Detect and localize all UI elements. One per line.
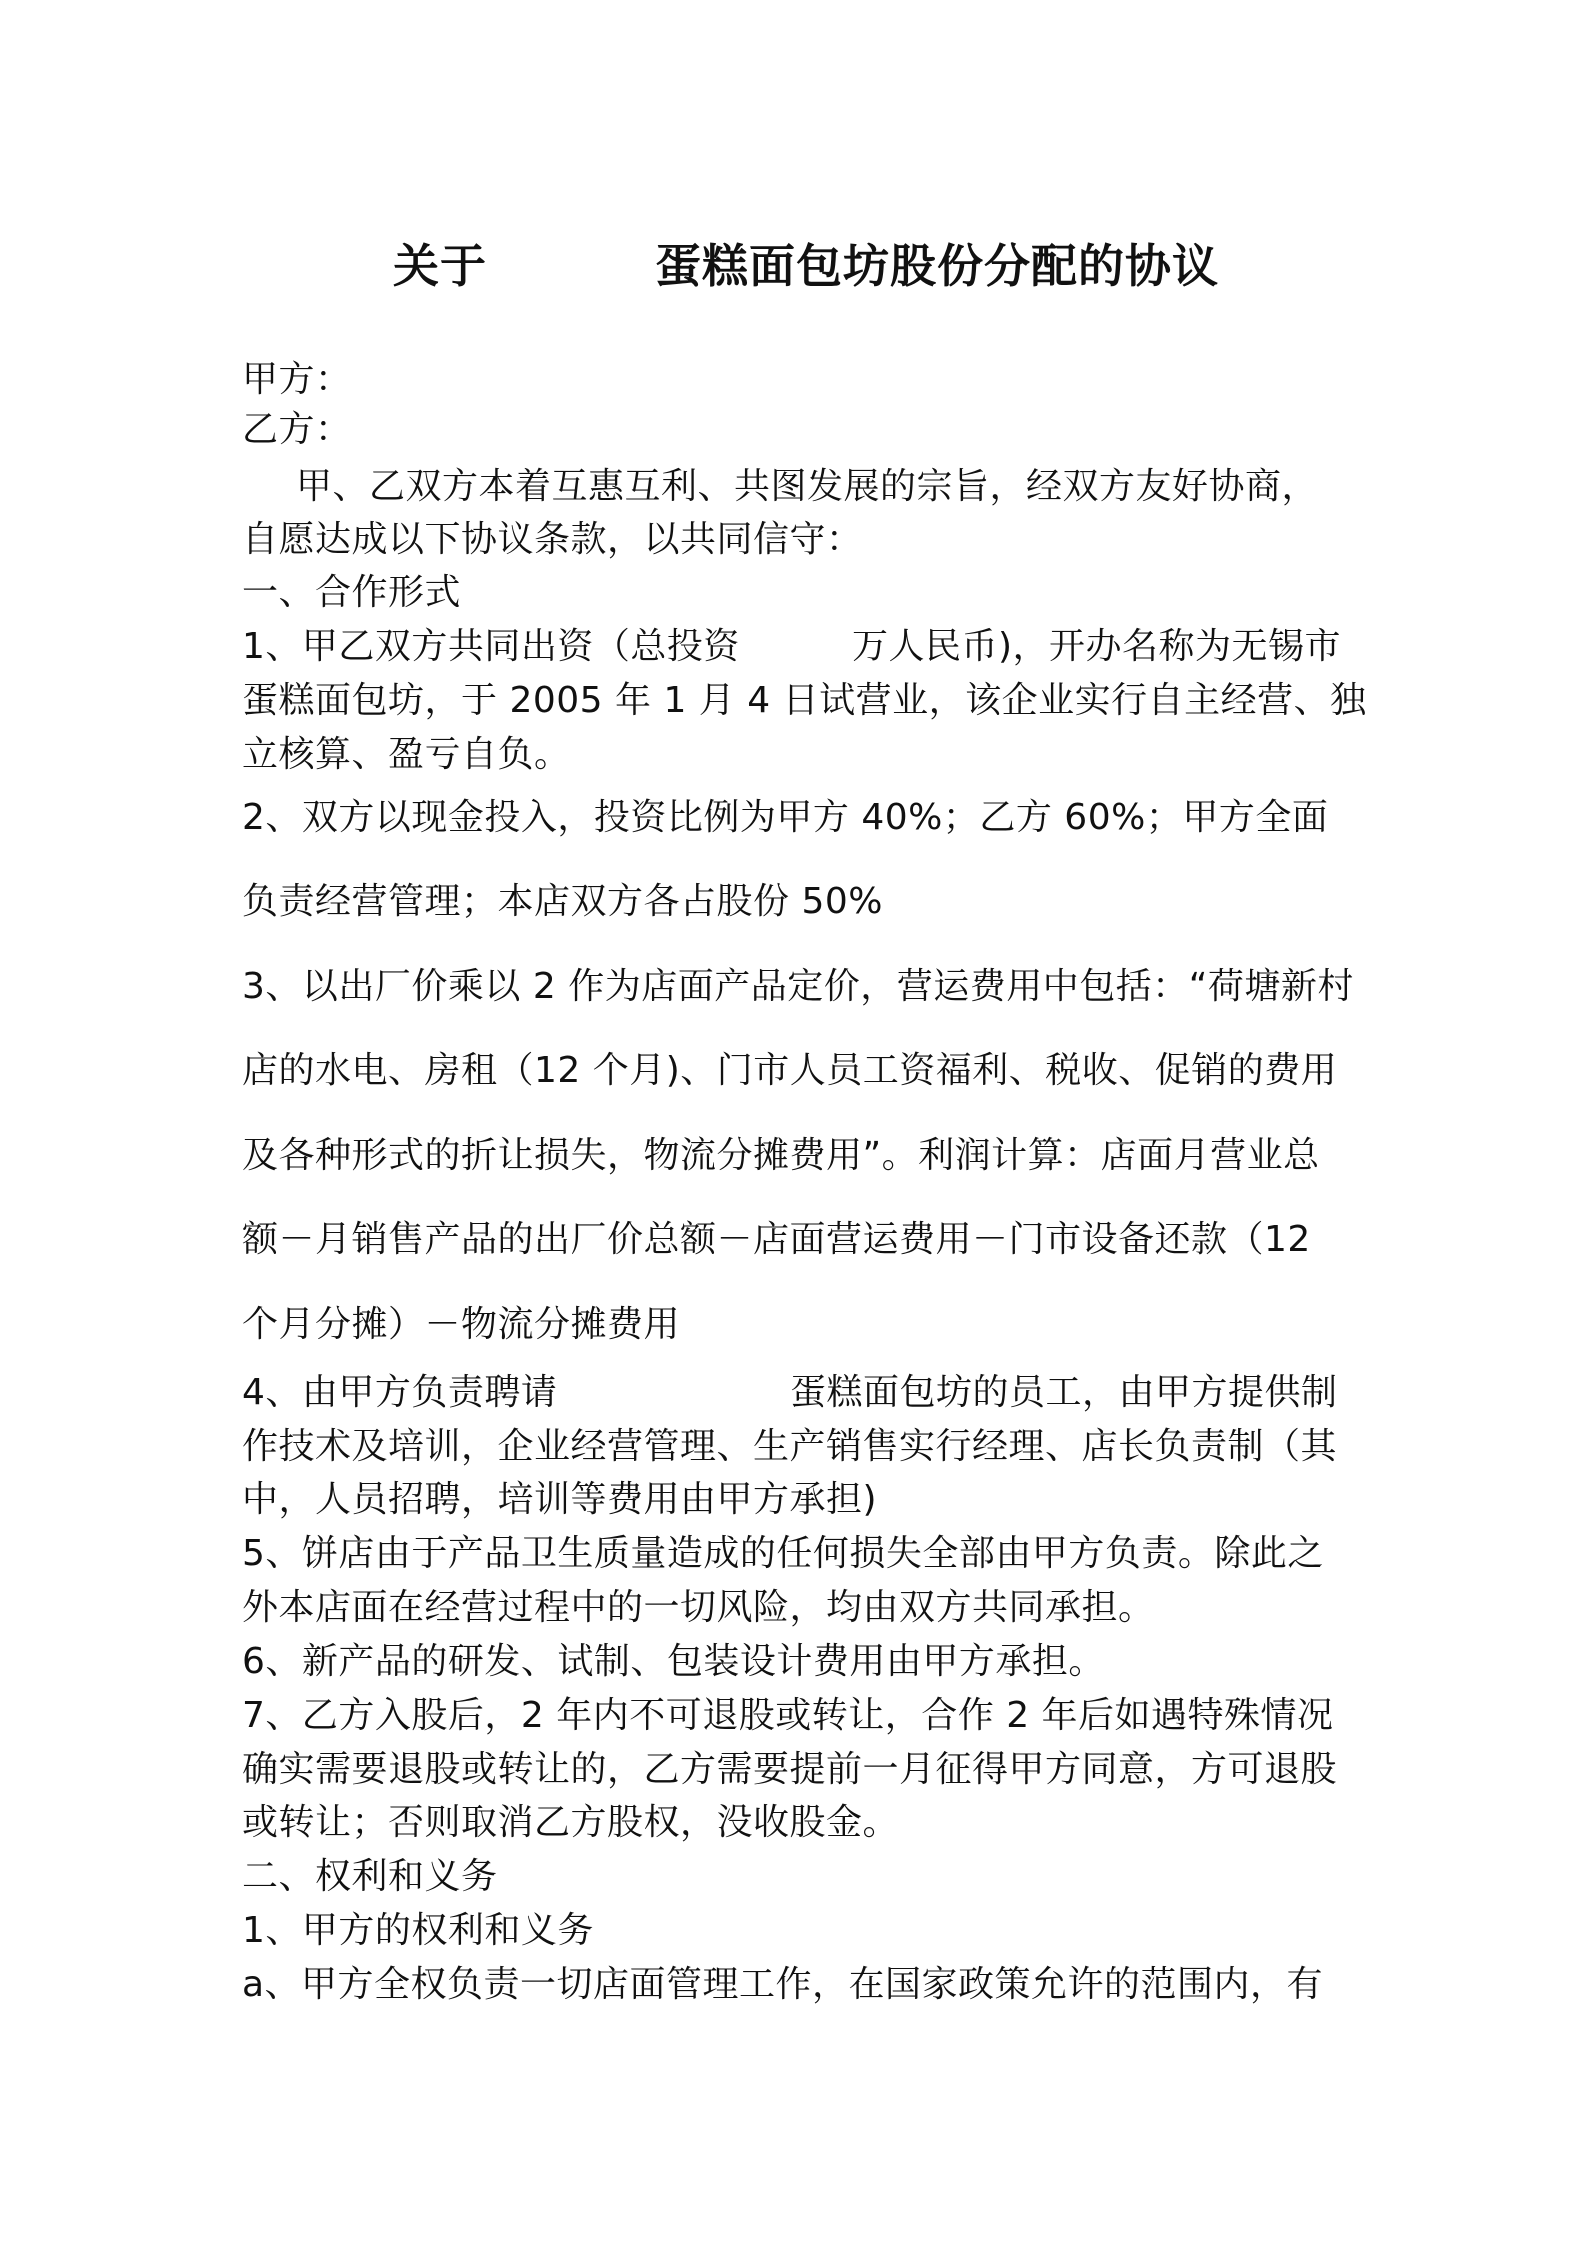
party-a-label: 甲方： xyxy=(242,359,352,400)
title-prefix: 关于 xyxy=(393,239,487,293)
item-1-line-2: 蛋糕面包坊，于 2005 年 1 月 4 日试营业，该企业实行自主经营、独 xyxy=(242,680,1367,721)
item-2-line-1: 2、双方以现金投入，投资比例为甲方 40%；乙方 60%；甲方全面 xyxy=(242,797,1329,838)
section-2-heading: 二、权利和义务 xyxy=(242,1856,498,1897)
section-2-item-1: 1、甲方的权利和义务 xyxy=(242,1910,594,1951)
item-3-line-5: 个月分摊）－物流分摊费用 xyxy=(242,1304,681,1345)
item-1-text-a: 1、甲乙双方共同出资（总投资 xyxy=(242,626,740,667)
item-4-text-b: 蛋糕面包坊的员工，由甲方提供制 xyxy=(790,1372,1338,1413)
intro-line-1: 甲、乙双方本着互惠互利、共图发展的宗旨，经双方友好协商， xyxy=(296,466,1319,507)
item-4-line-3: 中，人员招聘，培训等费用由甲方承担) xyxy=(242,1479,878,1520)
title-main: 蛋糕面包坊股份分配的协议 xyxy=(655,239,1219,293)
item-4-line-1 xyxy=(242,1367,1362,1419)
item-4-text-a: 4、由甲方负责聘请 xyxy=(242,1372,558,1413)
item-6-line: 6、新产品的研发、试制、包装设计费用由甲方承担。 xyxy=(242,1641,1105,1682)
item-1-line-3: 立核算、盈亏自负。 xyxy=(242,734,571,775)
item-1-text-b: 万人民币)，开办名称为无锡市 xyxy=(852,626,1342,667)
intro-line-2: 自愿达成以下协议条款，以共同信守： xyxy=(242,519,863,560)
item-1-line-1 xyxy=(242,621,1362,673)
item-3-line-2: 店的水电、房租（12 个月)、门市人员工资福利、税收、促销的费用 xyxy=(242,1050,1338,1091)
item-7-line-1: 7、乙方入股后，2 年内不可退股或转让，合作 2 年后如遇特殊情况 xyxy=(242,1695,1334,1736)
party-b-label: 乙方： xyxy=(242,409,352,450)
item-7-line-2: 确实需要退股或转让的，乙方需要提前一月征得甲方同意，方可退股 xyxy=(242,1749,1338,1790)
item-3-line-1: 3、以出厂价乘以 2 作为店面产品定价，营运费用中包括：“荷塘新村 xyxy=(242,966,1354,1007)
item-2-line-2: 负责经营管理；本店双方各占股份 50% xyxy=(242,881,883,922)
item-5-line-2: 外本店面在经营过程中的一切风险，均由双方共同承担。 xyxy=(242,1587,1155,1628)
section-2-item-a: a、甲方全权负责一切店面管理工作，在国家政策允许的范围内，有 xyxy=(242,1964,1324,2005)
item-3-line-4: 额－月销售产品的出厂价总额－店面营运费用－门市设备还款（12 xyxy=(242,1219,1311,1260)
item-7-line-3: 或转让；否则取消乙方股权，没收股金。 xyxy=(242,1802,900,1843)
section-1-heading: 一、合作形式 xyxy=(242,572,462,613)
item-5-line-1: 5、饼店由于产品卫生质量造成的任何损失全部由甲方负责。除此之 xyxy=(242,1533,1324,1574)
item-3-line-3: 及各种形式的折让损失，物流分摊费用”。利润计算：店面月营业总 xyxy=(242,1135,1320,1176)
item-4-line-2: 作技术及培训，企业经营管理、生产销售实行经理、店长负责制（其 xyxy=(242,1426,1338,1467)
